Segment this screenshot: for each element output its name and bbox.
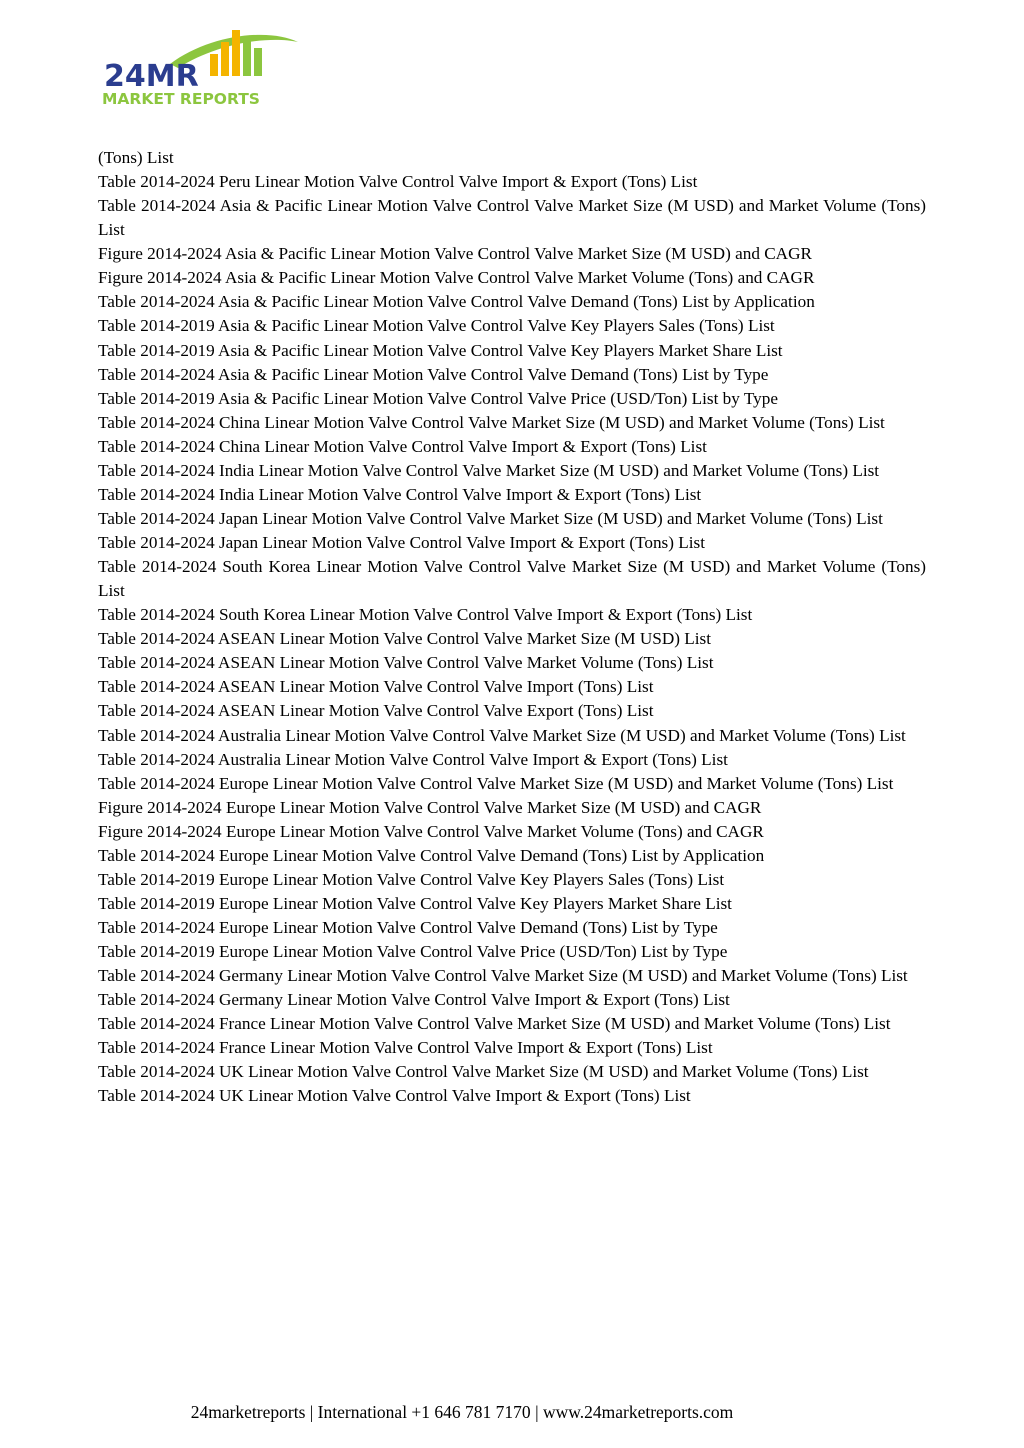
footer-site-name: 24marketreports	[190, 1402, 306, 1422]
list-item: Table 2014-2024 ASEAN Linear Motion Valve Control Valve Export (Tons) List	[98, 701, 654, 721]
list-item: Table 2014-2019 Europe Linear Motion Valve Control Valve Key Players Market Share List	[98, 893, 732, 913]
company-logo	[100, 28, 310, 108]
list-item: Table 2014-2024 Europe Linear Motion Valve Control Valve Market Size (M USD) and Market Volume (Tons) List	[98, 773, 894, 793]
list-item: Figure 2014-2024 Asia & Pacific Linear Motion Valve Control Valve Market Volume (Tons) and CAGR	[98, 268, 815, 288]
list-item: Figure 2014-2024 Europe Linear Motion Valve Control Valve Market Volume (Tons) and CAGR	[98, 821, 764, 841]
list-item: Table 2014-2024 Japan Linear Motion Valve Control Valve Import & Export (Tons) List	[98, 533, 706, 552]
page-footer	[0, 1401, 1024, 1423]
logo-bar-1	[210, 54, 218, 76]
list-item: Table 2014-2024 Peru Linear Motion Valve Control Valve Import & Export (Tons) List	[98, 172, 698, 192]
list-item: Table 2014-2024 Asia & Pacific Linear Motion Valve Control Valve Demand (Tons) List by Application	[98, 292, 815, 312]
list-item: Table 2014-2024 South Korea Linear Motion Valve Control Valve Import & Export (Tons) List	[98, 605, 753, 625]
logo-graphic	[100, 28, 310, 108]
list-item: Table 2014-2024 Germany Linear Motion Valve Control Valve Market Size (M USD) and Market Volume (Tons) List	[98, 966, 908, 986]
footer-url[interactable]: www.24marketreports.com	[542, 1402, 734, 1422]
list-item: Table 2014-2019 Europe Linear Motion Valve Control Valve Key Players Sales (Tons) List	[98, 869, 725, 889]
logo-bar-3	[232, 30, 240, 76]
list-item: Table 2014-2024 Japan Linear Motion Valve Control Valve Market Size (M USD) and Market Volume (Tons) List	[98, 508, 883, 528]
logo-bar-2	[221, 42, 229, 76]
logo-bar-5	[254, 48, 262, 76]
list-item: Table 2014-2019 Asia & Pacific Linear Motion Valve Control Valve Key Players Market Share List	[98, 340, 783, 360]
list-item: Table 2014-2024 France Linear Motion Valve Control Valve Import & Export (Tons) List	[98, 1038, 713, 1058]
list-item: Table 2014-2024 Asia & Pacific Linear Motion Valve Control Valve Demand (Tons) List by Type	[98, 364, 769, 384]
list-item: Table 2014-2024 UK Linear Motion Valve Control Valve Market Size (M USD) and Market Volume (Tons) List	[98, 1062, 869, 1082]
list-item: Table 2014-2024 Australia Linear Motion Valve Control Valve Market Size (M USD) and Market Volume (Tons) List	[98, 725, 906, 745]
list-item: Table 2014-2024 Germany Linear Motion Valve Control Valve Import & Export (Tons) List	[98, 990, 730, 1010]
list-item: Table 2014-2024 Asia & Pacific Linear Motion Valve Control Valve Market Size (M USD) and Market Volume (Tons) List	[98, 196, 926, 240]
logo-bar-4	[243, 40, 251, 76]
list-item: Table 2014-2024 ASEAN Linear Motion Valve Control Valve Import (Tons) List	[98, 677, 654, 697]
table-of-contents-list	[98, 146, 926, 1109]
list-item: Figure 2014-2024 Europe Linear Motion Valve Control Valve Market Size (M USD) and CAGR	[98, 797, 762, 817]
list-item: Table 2014-2024 France Linear Motion Valve Control Valve Market Size (M USD) and Market Volume (Tons) List	[98, 1014, 891, 1034]
list-item: Table 2014-2019 Europe Linear Motion Valve Control Valve Price (USD/Ton) List by Type	[98, 942, 728, 962]
list-item: (Tons) List	[98, 148, 174, 167]
footer-phone: International +1 646 781 7170	[317, 1402, 531, 1422]
list-item: Table 2014-2024 South Korea Linear Motion Valve Control Valve Market Size (M USD) and Market Volume (Tons) List	[98, 557, 926, 601]
logo-line1: 24MR	[104, 59, 199, 94]
list-item: Table 2014-2024 India Linear Motion Valve Control Valve Market Size (M USD) and Market Volume (Tons) List	[98, 460, 880, 480]
list-item: Figure 2014-2024 Asia & Pacific Linear Motion Valve Control Valve Market Size (M USD) and CAGR	[98, 244, 812, 264]
list-item: Table 2014-2024 India Linear Motion Valve Control Valve Import & Export (Tons) List	[98, 484, 702, 504]
list-item: Table 2014-2024 ASEAN Linear Motion Valve Control Valve Market Volume (Tons) List	[98, 653, 714, 673]
list-item: Table 2014-2024 ASEAN Linear Motion Valve Control Valve Market Size (M USD) List	[98, 629, 712, 649]
footer-separator: |	[305, 1402, 318, 1422]
list-item: Table 2014-2019 Asia & Pacific Linear Motion Valve Control Valve Price (USD/Ton) List by Type	[98, 388, 778, 408]
list-item: Table 2014-2024 UK Linear Motion Valve Control Valve Import & Export (Tons) List	[98, 1086, 691, 1106]
list-item: Table 2014-2024 China Linear Motion Valve Control Valve Market Size (M USD) and Market Volume (Tons) List	[98, 412, 885, 432]
list-item: Table 2014-2024 China Linear Motion Valve Control Valve Import & Export (Tons) List	[98, 436, 707, 456]
list-item: Table 2014-2024 Europe Linear Motion Valve Control Valve Demand (Tons) List by Type	[98, 918, 718, 937]
logo-line2: MARKET REPORTS	[102, 90, 260, 108]
list-item: Table 2014-2024 Europe Linear Motion Valve Control Valve Demand (Tons) List by Application	[98, 845, 765, 865]
list-item: Table 2014-2024 Australia Linear Motion Valve Control Valve Import & Export (Tons) List	[98, 749, 728, 769]
footer-separator: |	[530, 1402, 543, 1422]
list-item: Table 2014-2019 Asia & Pacific Linear Motion Valve Control Valve Key Players Sales (Tons) List	[98, 316, 775, 336]
